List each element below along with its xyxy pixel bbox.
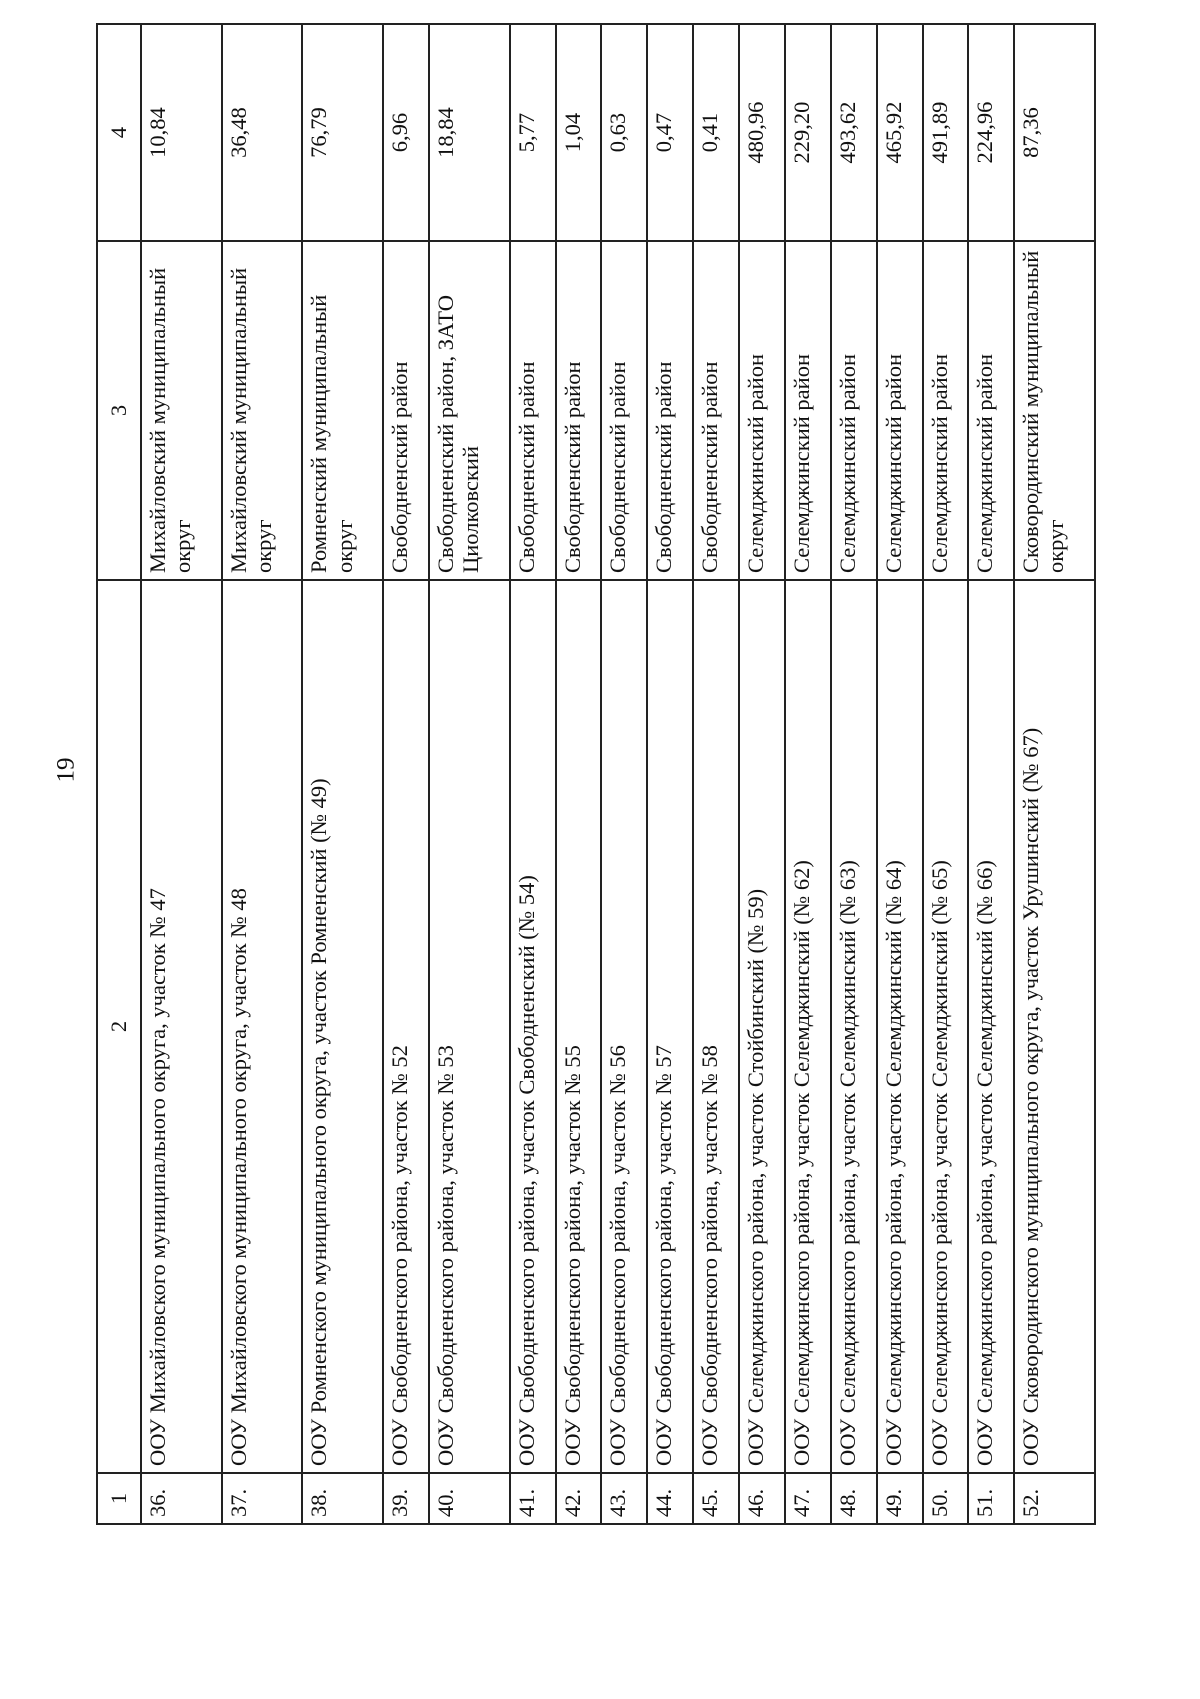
table-body bbox=[141, 24, 1095, 1524]
table-row bbox=[877, 24, 923, 1524]
value-cell: 493,62 bbox=[831, 24, 877, 241]
plot-name-cell: ООУ Селемджинского района, участок Стойбинский (№ 59) bbox=[739, 580, 785, 1473]
value-cell: 465,92 bbox=[877, 24, 923, 241]
value-cell: 10,84 bbox=[141, 24, 222, 241]
row-number-cell: 42. bbox=[556, 1473, 602, 1524]
plot-name-cell: ООУ Свободненского района, участок № 57 bbox=[647, 580, 693, 1473]
row-number-cell: 37. bbox=[222, 1473, 303, 1524]
table-row bbox=[429, 24, 510, 1524]
table-row bbox=[510, 24, 556, 1524]
table-row bbox=[556, 24, 602, 1524]
row-number-cell: 48. bbox=[831, 1473, 877, 1524]
row-number-cell: 38. bbox=[302, 1473, 383, 1524]
table-row bbox=[601, 24, 647, 1524]
district-cell: Свободненский район bbox=[647, 241, 693, 580]
table-row bbox=[739, 24, 785, 1524]
district-cell: Свободненский район bbox=[510, 241, 556, 580]
row-number-cell: 46. bbox=[739, 1473, 785, 1524]
value-cell: 76,79 bbox=[302, 24, 383, 241]
plot-name-cell: ООУ Сковородинского муниципального округа, участок Урушинский (№ 67) bbox=[1014, 580, 1095, 1473]
table-row bbox=[647, 24, 693, 1524]
row-number-cell: 39. bbox=[383, 1473, 429, 1524]
row-number-cell: 50. bbox=[923, 1473, 969, 1524]
value-cell: 0,63 bbox=[601, 24, 647, 241]
row-number-cell: 49. bbox=[877, 1473, 923, 1524]
table-row bbox=[141, 24, 222, 1524]
district-cell: Свободненский район bbox=[383, 241, 429, 580]
plot-name-cell: ООУ Свободненского района, участок Свободненский (№ 54) bbox=[510, 580, 556, 1473]
value-cell: 0,47 bbox=[647, 24, 693, 241]
plot-name-cell: ООУ Селемджинского района, участок Селемджинский (№ 64) bbox=[877, 580, 923, 1473]
page-number: 19 bbox=[52, 757, 80, 783]
plot-name-cell: ООУ Селемджинского района, участок Селемджинский (№ 65) bbox=[923, 580, 969, 1473]
district-cell: Селемджинский район bbox=[831, 241, 877, 580]
district-cell: Селемджинский район bbox=[739, 241, 785, 580]
plot-name-cell: ООУ Михайловского муниципального округа, участок № 47 bbox=[141, 580, 222, 1473]
row-number-cell: 40. bbox=[429, 1473, 510, 1524]
district-cell: Свободненский район bbox=[556, 241, 602, 580]
district-cell: Селемджинский район bbox=[877, 241, 923, 580]
district-cell: Селемджинский район bbox=[968, 241, 1014, 580]
district-cell: Свободненский район bbox=[601, 241, 647, 580]
value-cell: 18,84 bbox=[429, 24, 510, 241]
header-col-3: 3 bbox=[97, 241, 141, 580]
value-cell: 1,04 bbox=[556, 24, 602, 241]
value-cell: 6,96 bbox=[383, 24, 429, 241]
value-cell: 0,41 bbox=[693, 24, 739, 241]
table-row bbox=[831, 24, 877, 1524]
value-cell: 480,96 bbox=[739, 24, 785, 241]
table-row bbox=[968, 24, 1014, 1524]
district-cell: Селемджинский район bbox=[923, 241, 969, 580]
value-cell: 5,77 bbox=[510, 24, 556, 241]
plot-name-cell: ООУ Свободненского района, участок № 58 bbox=[693, 580, 739, 1473]
plot-name-cell: ООУ Селемджинского района, участок Селемджинский (№ 66) bbox=[968, 580, 1014, 1473]
value-cell: 36,48 bbox=[222, 24, 303, 241]
value-cell: 229,20 bbox=[785, 24, 831, 241]
district-cell: Ромненский муниципальный округ bbox=[302, 241, 383, 580]
row-number-cell: 52. bbox=[1014, 1473, 1095, 1524]
rotated-table-container bbox=[96, 25, 1096, 1525]
district-cell: Михайловский муниципальный округ bbox=[141, 241, 222, 580]
row-number-cell: 44. bbox=[647, 1473, 693, 1524]
header-col-2: 2 bbox=[97, 580, 141, 1473]
row-number-cell: 51. bbox=[968, 1473, 1014, 1524]
district-cell: Свободненский район, ЗАТО Циолковский bbox=[429, 241, 510, 580]
table-row bbox=[383, 24, 429, 1524]
row-number-cell: 36. bbox=[141, 1473, 222, 1524]
plot-name-cell: ООУ Михайловского муниципального округа, участок № 48 bbox=[222, 580, 303, 1473]
row-number-cell: 45. bbox=[693, 1473, 739, 1524]
plot-name-cell: ООУ Свободненского района, участок № 52 bbox=[383, 580, 429, 1473]
table-row bbox=[923, 24, 969, 1524]
value-cell: 87,36 bbox=[1014, 24, 1095, 241]
row-number-cell: 41. bbox=[510, 1473, 556, 1524]
land-plot-table bbox=[96, 23, 1096, 1525]
value-cell: 224,96 bbox=[968, 24, 1014, 241]
district-cell: Сковородинский муниципальный округ bbox=[1014, 241, 1095, 580]
plot-name-cell: ООУ Селемджинского района, участок Селемджинский (№ 62) bbox=[785, 580, 831, 1473]
row-number-cell: 47. bbox=[785, 1473, 831, 1524]
plot-name-cell: ООУ Селемджинского района, участок Селемджинский (№ 63) bbox=[831, 580, 877, 1473]
table-row bbox=[1014, 24, 1095, 1524]
plot-name-cell: ООУ Свободненского района, участок № 55 bbox=[556, 580, 602, 1473]
district-cell: Михайловский муниципальный округ bbox=[222, 241, 303, 580]
district-cell: Селемджинский район bbox=[785, 241, 831, 580]
row-number-cell: 43. bbox=[601, 1473, 647, 1524]
header-row bbox=[97, 24, 141, 1524]
table-row bbox=[693, 24, 739, 1524]
table-row bbox=[222, 24, 303, 1524]
district-cell: Свободненский район bbox=[693, 241, 739, 580]
value-cell: 491,89 bbox=[923, 24, 969, 241]
header-col-4: 4 bbox=[97, 24, 141, 241]
plot-name-cell: ООУ Свободненского района, участок № 53 bbox=[429, 580, 510, 1473]
header-col-1: 1 bbox=[97, 1473, 141, 1524]
plot-name-cell: ООУ Свободненского района, участок № 56 bbox=[601, 580, 647, 1473]
table-row bbox=[785, 24, 831, 1524]
table-row bbox=[302, 24, 383, 1524]
plot-name-cell: ООУ Ромненского муниципального округа, участок Ромненский (№ 49) bbox=[302, 580, 383, 1473]
